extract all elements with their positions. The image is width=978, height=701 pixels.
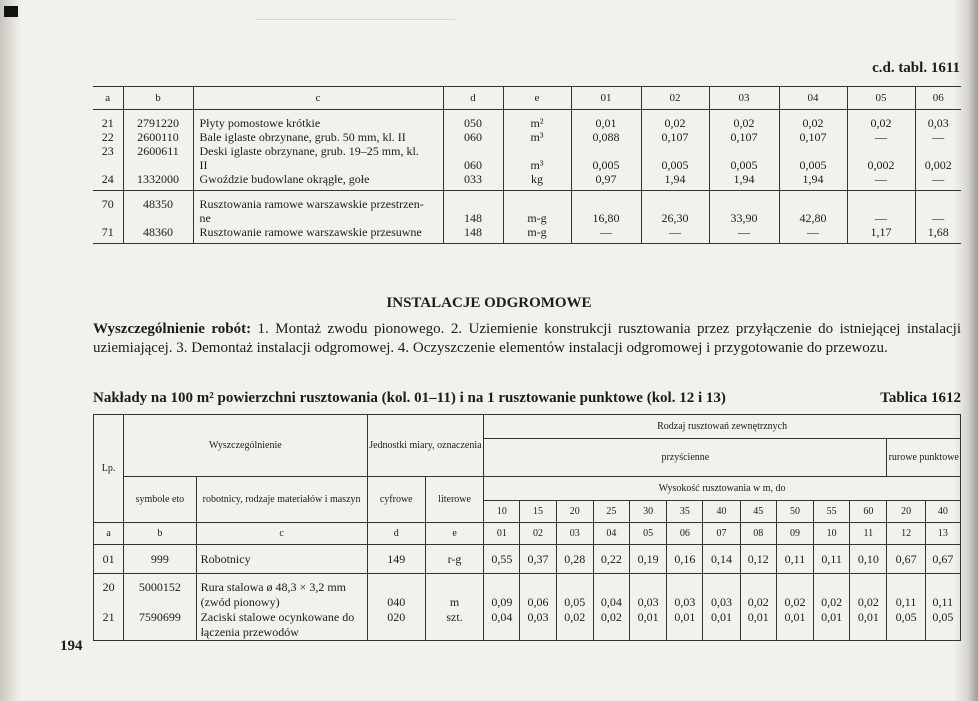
header-cell: c (193, 87, 443, 110)
work-description (93, 320, 961, 358)
cell-line: 1,94 (802, 172, 824, 186)
page-number: 194 (60, 638, 83, 654)
cell-line: 0,09 (491, 595, 513, 609)
cell-col-b (123, 191, 193, 244)
cell-line: 0,02 (664, 116, 686, 130)
cell-line: 2791220 (137, 116, 179, 130)
cell-line: 0,03 (711, 595, 733, 609)
cell-line: 0,02 (747, 595, 769, 609)
table-row-workers (94, 545, 961, 574)
cell-line (124, 158, 193, 172)
cell-line: — (875, 211, 887, 225)
cell-line (916, 144, 962, 158)
cell-line: 0,05 (895, 610, 917, 624)
cell-gap (741, 580, 776, 595)
cell-line: 0,03 (637, 595, 659, 609)
cell-line (642, 197, 709, 211)
cell-line: 0,02 (802, 116, 824, 130)
cell-line: m² (530, 116, 544, 130)
cell-line (124, 625, 195, 640)
value-cell (740, 574, 776, 641)
value-cell: 0,12 (740, 545, 776, 574)
cell-col-v02 (641, 110, 709, 191)
cell-line: 0,02 (733, 116, 755, 130)
cell-lp (94, 574, 124, 641)
cell-line: 0,97 (595, 172, 617, 186)
cell-line: 0,107 (661, 130, 689, 144)
cell-gap (777, 580, 813, 595)
cell-col-v06 (915, 191, 961, 244)
cell-col-e (503, 191, 571, 244)
cell-line: 050 (464, 116, 482, 130)
cell-line: m³ (530, 130, 544, 144)
value-cell (593, 574, 629, 641)
header-point-scaffolds: rurowe punktowe (887, 439, 961, 477)
cell-line: 0,01 (747, 610, 769, 624)
value-cell: 0,10 (850, 545, 887, 574)
cell-line: Rusztowania ramowe warszawskie przestrzen- (199, 197, 424, 211)
height-cell: 50 (776, 501, 813, 523)
cell-line: 0,02 (600, 610, 622, 624)
cell-line: 0,005 (661, 158, 689, 172)
cell-line: 033 (464, 172, 482, 186)
cell-col-a (93, 110, 123, 191)
cell-col-v03 (709, 191, 779, 244)
index-cell: e (425, 523, 483, 545)
cell-gap (368, 580, 425, 595)
cell-gap (850, 580, 886, 595)
height-cell: 35 (667, 501, 703, 523)
value-cell (814, 574, 850, 641)
cell-gap (426, 580, 483, 595)
cell-line: 0,11 (895, 595, 917, 609)
cell-line: 1332000 (137, 172, 179, 186)
value-cell (556, 574, 593, 641)
cell-line: m-g (527, 225, 547, 239)
cell-line: 71 (101, 225, 114, 239)
cell-line: (zwód pionowy) (200, 595, 280, 609)
cell-line (572, 197, 641, 211)
header-cell: 03 (709, 87, 779, 110)
cell-line: — (932, 172, 945, 186)
header-scaffold-kind: Rodzaj rusztowań zewnętrznych (484, 415, 961, 439)
cell-line: 2600110 (137, 130, 179, 144)
height-cell: 40 (703, 501, 740, 523)
header-cell: 01 (571, 87, 641, 110)
cell-line (780, 144, 847, 158)
value-cell (520, 574, 556, 641)
cell-line: 060 (464, 130, 482, 144)
cell-col-a (93, 191, 123, 244)
cell-col-v02 (641, 191, 709, 244)
header-specification: Wyszczególnienie (124, 415, 367, 477)
cell-line: Deski iglaste obrzynane, grub. 19–25 mm, kl. (199, 144, 419, 158)
cell-d (367, 574, 425, 641)
table-1611-continued (93, 86, 961, 244)
cell-line (504, 144, 571, 158)
cell-line: 1,17 (870, 225, 892, 239)
cell-col-b (123, 110, 193, 191)
cell-gap (557, 580, 593, 595)
cell-line: 0,002 (867, 158, 895, 172)
cell-name: Robotnicy (196, 545, 367, 574)
table-caption-text: Nakłady na 100 m² powierzchni rusztowania (kol. 01–11) i na 1 rusztowanie punktowe (kol. 12 i 13) (93, 390, 726, 406)
cell-line: 5000152 (138, 580, 181, 594)
cell-line: 0,02 (821, 595, 843, 609)
index-cell: 04 (593, 523, 629, 545)
cell-line: 0,02 (870, 116, 892, 130)
cell-line: 0,02 (784, 595, 806, 609)
index-cell: 09 (776, 523, 813, 545)
value-cell: 0,11 (776, 545, 813, 574)
value-cell: 0,37 (520, 545, 556, 574)
cell-line (848, 144, 915, 158)
index-cell: 01 (484, 523, 520, 545)
height-cell: 20 (887, 501, 925, 523)
cell-e (425, 574, 483, 641)
cell-lp: 01 (94, 545, 124, 574)
page-shadow-left (0, 0, 22, 701)
height-cell: 20 (556, 501, 593, 523)
cell-gap (814, 580, 849, 595)
cell-line: — (600, 225, 612, 239)
cell-line: 48360 (143, 225, 173, 239)
cell-line (124, 595, 195, 610)
cell-line: 0,088 (592, 130, 620, 144)
cell-line: 0,005 (730, 158, 758, 172)
cell-line: 70 (101, 197, 114, 211)
cell-line: — (669, 225, 681, 239)
height-cell: 10 (484, 501, 520, 523)
cell-line: 0,05 (564, 595, 586, 609)
value-cell: 0,14 (703, 545, 740, 574)
cell-col-e (503, 110, 571, 191)
cell-line: 0,02 (564, 610, 586, 624)
cell-gap (926, 580, 960, 595)
cell-line: 1,68 (927, 225, 949, 239)
cell-line: m³ (530, 158, 544, 172)
value-cell: 0,22 (593, 545, 629, 574)
value-cell: 0,67 (925, 545, 960, 574)
cell-line (572, 144, 641, 158)
cell-line: 1,94 (733, 172, 755, 186)
cell-col-d (443, 110, 503, 191)
cell-line: 7590699 (138, 610, 181, 624)
cell-line: 21 (101, 116, 114, 130)
description-text: 1. Montaż zwodu pionowego. 2. Uziemienie konstrukcji rusztowania przez przyłączenie do istniejącej instalacji uziemiającej. 3. Demontaż instalacji odgromowej. 4. Oczyszczenie elementów instalacji odgromowej i przygotowanie do przewozu. (93, 321, 961, 356)
cell-col-v03 (709, 110, 779, 191)
cell-line (93, 211, 123, 225)
cell-line (94, 595, 123, 610)
cell-line: II (199, 158, 208, 172)
cell-line: Zaciski stalowe ocynkowane do (200, 610, 355, 624)
cell-line: 0,01 (857, 610, 879, 624)
header-cell: d (443, 87, 503, 110)
index-cell: 11 (850, 523, 887, 545)
cell-line: Gwoździe budowlane okrągłe, gołe (199, 172, 370, 186)
header-height: Wysokość rusztowania w m, do (484, 477, 961, 501)
cell-line: 33,90 (730, 211, 758, 225)
cell-line: Rura stalowa ø 48,3 × 3,2 mm (200, 580, 346, 594)
height-cell: 40 (925, 501, 960, 523)
header-cell: 02 (641, 87, 709, 110)
cell-line: 0,05 (932, 610, 954, 624)
cell-line: 0,03 (674, 595, 696, 609)
cell-symbol (124, 574, 196, 641)
cell-line: 148 (464, 225, 482, 239)
cell-line: 0,04 (600, 595, 622, 609)
continuation-label: c.d. tabl. 1611 (872, 60, 960, 76)
cell-line: 0,06 (527, 595, 549, 609)
index-cell: 10 (814, 523, 850, 545)
section-title: INSTALACJE ODGROMOWE (386, 295, 592, 311)
height-cell: 25 (593, 501, 629, 523)
header-digital: cyfrowe (367, 477, 425, 523)
height-cell: 45 (740, 501, 776, 523)
height-cell: 60 (850, 501, 887, 523)
value-cell: 0,55 (484, 545, 520, 574)
cell-line: kg (531, 172, 543, 186)
cell-line: szt. (446, 610, 463, 624)
index-cell: 05 (630, 523, 667, 545)
cell-line: 23 (101, 144, 114, 158)
index-cell: d (367, 523, 425, 545)
cell-col-d (443, 191, 503, 244)
cell-line: 148 (464, 211, 482, 225)
cell-line: — (932, 211, 945, 225)
cell-line (848, 197, 915, 211)
cell-line: 0,01 (821, 610, 843, 624)
description-label: Wyszczególnienie robót: (93, 321, 252, 337)
cell-line: 48350 (143, 197, 173, 211)
index-cell: 06 (667, 523, 703, 545)
cell-col-c (193, 110, 443, 191)
cell-gap (703, 580, 739, 595)
cell-symbol: 999 (124, 545, 196, 574)
cell-line (444, 197, 503, 211)
value-cell (925, 574, 960, 641)
cell-name (196, 574, 367, 641)
cell-line: 24 (101, 172, 114, 186)
cell-line: — (932, 130, 945, 144)
cell-line: 040 (387, 595, 406, 609)
table-1612 (93, 414, 961, 641)
index-cell: a (94, 523, 124, 545)
value-cell (703, 574, 740, 641)
cell-line: Rusztowanie ramowe warszawskie przesuwne (199, 225, 422, 239)
cell-line: Bale iglaste obrzynane, grub. 50 mm, kl. II (199, 130, 406, 144)
cell-line: 0,107 (799, 130, 827, 144)
cell-line: 0,002 (924, 158, 952, 172)
header-cell: 04 (779, 87, 847, 110)
cell-col-c (193, 191, 443, 244)
cell-gap (520, 580, 555, 595)
value-cell: 0,28 (556, 545, 593, 574)
height-cell: 15 (520, 501, 556, 523)
value-cell: 0,16 (667, 545, 703, 574)
cell-gap (667, 580, 702, 595)
index-cell: 13 (925, 523, 960, 545)
cell-d: 149 (367, 545, 425, 574)
cell-line (94, 625, 123, 640)
value-cell (667, 574, 703, 641)
cell-line (916, 197, 962, 211)
cell-line: 0,04 (491, 610, 513, 624)
cell-line: 0,03 (927, 116, 949, 130)
cell-line: — (807, 225, 819, 239)
cell-col-v01 (571, 191, 641, 244)
table-row-group-1 (93, 110, 961, 191)
column-index-row (94, 523, 961, 545)
value-cell (630, 574, 667, 641)
cell-line (444, 144, 503, 158)
table-row-materials (94, 574, 961, 641)
cell-gap (484, 580, 519, 595)
value-cell: 0,67 (887, 545, 925, 574)
table-number: Tablica 1612 (880, 390, 961, 406)
cell-line: — (738, 225, 750, 239)
cell-line: 2600611 (137, 144, 179, 158)
cell-line (710, 144, 779, 158)
cell-line: 16,80 (592, 211, 620, 225)
table-caption (93, 390, 961, 407)
cell-line: 0,01 (711, 610, 733, 624)
cell-line: 20 (102, 580, 115, 594)
cell-line: 0,11 (932, 595, 954, 609)
value-cell (484, 574, 520, 641)
cell-line (124, 211, 193, 225)
top-rule (255, 19, 455, 20)
height-cell: 55 (814, 501, 850, 523)
cell-line: 42,80 (799, 211, 827, 225)
cell-line: 0,01 (637, 610, 659, 624)
header-cell: a (93, 87, 123, 110)
cell-line: 0,01 (674, 610, 696, 624)
cell-line: 22 (101, 130, 114, 144)
cell-line (710, 197, 779, 211)
cell-line: 0,03 (527, 610, 549, 624)
cell-line: 0,107 (730, 130, 758, 144)
table-header-row (93, 87, 961, 110)
index-cell: 07 (703, 523, 740, 545)
index-cell: 08 (740, 523, 776, 545)
cell-line: 0,005 (592, 158, 620, 172)
cell-line (780, 197, 847, 211)
header-letter: literowe (425, 477, 483, 523)
cell-col-v05 (847, 110, 915, 191)
header-cell: b (123, 87, 193, 110)
value-cell: 0,11 (814, 545, 850, 574)
cell-col-v04 (779, 191, 847, 244)
corner-mark (4, 6, 18, 17)
header-lp: Lp. (94, 415, 124, 523)
index-cell: b (124, 523, 196, 545)
index-cell: 03 (556, 523, 593, 545)
cell-e: r-g (425, 545, 483, 574)
value-cell (850, 574, 887, 641)
header-cell: 06 (915, 87, 961, 110)
cell-line: 020 (387, 610, 406, 624)
cell-line: m (449, 595, 460, 609)
cell-line: ne (199, 211, 211, 225)
cell-line: — (875, 130, 887, 144)
cell-line: 0,01 (595, 116, 617, 130)
cell-line: 0,02 (857, 595, 879, 609)
header-cell: 05 (847, 87, 915, 110)
value-cell (887, 574, 925, 641)
index-cell: 12 (887, 523, 925, 545)
cell-gap (594, 580, 629, 595)
cell-line: Płyty pomostowe krótkie (199, 116, 321, 130)
cell-col-v01 (571, 110, 641, 191)
value-cell (776, 574, 813, 641)
cell-line (642, 144, 709, 158)
height-cell: 30 (630, 501, 667, 523)
header-cell: e (503, 87, 571, 110)
cell-line: łączenia przewodów (200, 625, 299, 639)
cell-col-v04 (779, 110, 847, 191)
cell-line (93, 158, 123, 172)
header-units: Jednostki miary, oznaczenia (367, 415, 484, 477)
cell-line: 26,30 (661, 211, 689, 225)
cell-gap (630, 580, 666, 595)
cell-line: 0,01 (784, 610, 806, 624)
cell-col-v05 (847, 191, 915, 244)
cell-col-v06 (915, 110, 961, 191)
cell-line: 21 (102, 610, 115, 624)
index-cell: c (196, 523, 367, 545)
cell-line: 1,94 (664, 172, 686, 186)
header-symbol: symbole eto (124, 477, 196, 523)
cell-line: — (875, 172, 887, 186)
table-row-group-2 (93, 191, 961, 244)
cell-line: m-g (527, 211, 547, 225)
index-cell: 02 (520, 523, 556, 545)
cell-line: 0,005 (799, 158, 827, 172)
header-wall-scaffolds: przyścienne (484, 439, 887, 477)
cell-line (504, 197, 571, 211)
header-labor-materials: robotnicy, rodzaje materiałów i maszyn (196, 477, 367, 523)
cell-gap (887, 580, 924, 595)
cell-line: 060 (464, 158, 482, 172)
value-cell: 0,19 (630, 545, 667, 574)
